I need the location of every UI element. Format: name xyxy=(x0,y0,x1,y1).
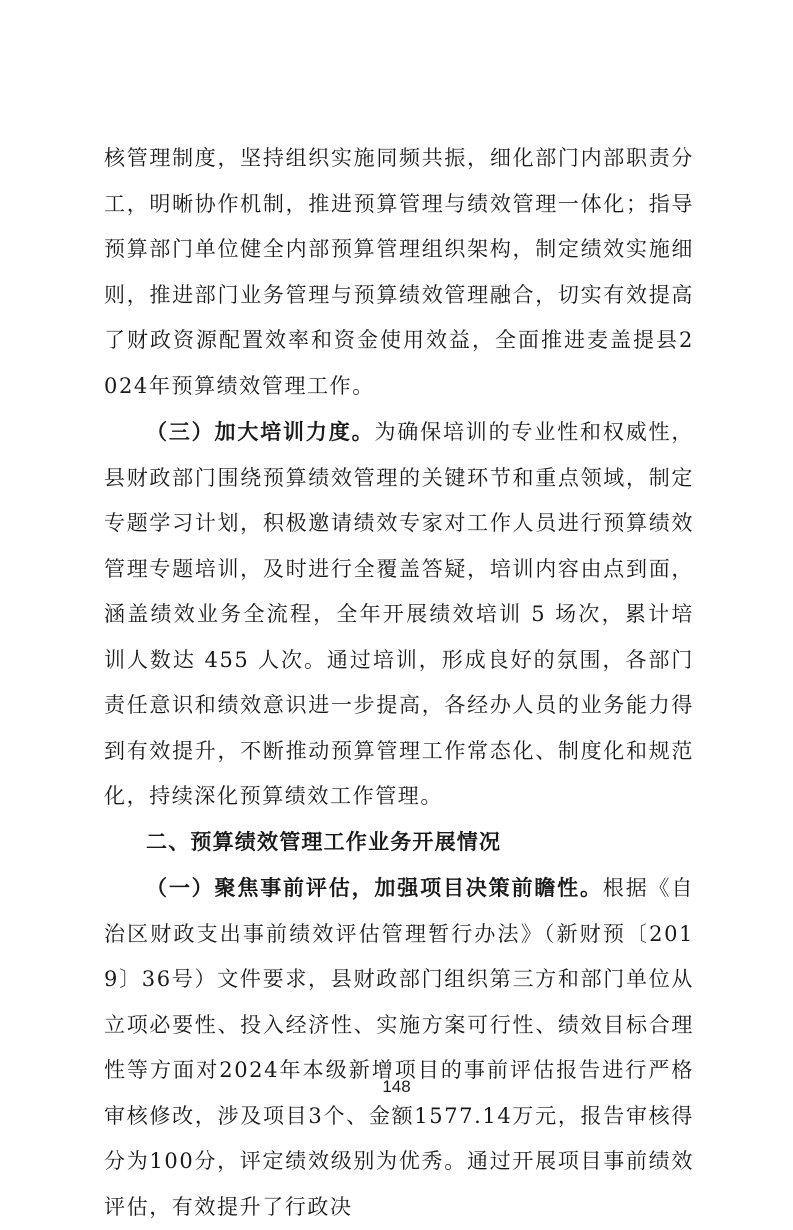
heading-business-overview: 二、预算绩效管理工作业务开展情况 xyxy=(146,829,502,854)
section-title-pre-assessment: （一）聚焦事前评估，加强项目决策前瞻性。 xyxy=(146,875,603,900)
paragraph-pre-assessment xyxy=(104,865,694,1230)
paragraph-continuation: 核管理制度，坚持组织实施同频共振，细化部门内部职责分工，明晰协作机制，推进预算管理与绩效管理一体化；指导预算部门单位健全内部预算管理组织架构，制定绩效实施细则，推进部门业务管理与预算绩效管理融合，切实有效提高了财政资源配置效率和资金使用效益，全面推进麦盖提县2024年预算绩效管理工作。 xyxy=(104,146,694,398)
section-title-training: （三）加大培训力度。 xyxy=(146,419,375,444)
document-body xyxy=(104,136,694,1230)
paragraph-training xyxy=(104,409,694,820)
page-number: 148 xyxy=(382,1077,411,1096)
section-body-training: 为确保培训的专业性和权威性，县财政部门围绕预算绩效管理的关键环节和重点领域，制定专题学习计划，积极邀请绩效专家对工作人员进行预算绩效管理专题培训，及时进行全覆盖答疑，培训内容由点到面，涵盖绩效业务全流程，全年开展绩效培训 5 场次，累计培训人数达 455 人次。通过培训，形成良好的氛围，各部门责任意识和绩效意识进一步提高，各经办人员的业务能力得到有效提升，不断推动预算管理工作常态化、制度化和规范化，持续深化预算绩效工作管理。 xyxy=(104,420,694,808)
section-body-pre-assessment: 根据《自治区财政支出事前绩效评估管理暂行办法》（新财预〔2019〕36号）文件要求，县财政部门组织第三方和部门单位从立项必要性、投入经济性、实施方案可行性、绩效目标合理性等方面对2024年本级新增项目的事前评估报告进行严格审核修改，涉及项目3个、金额1577.14万元，报告审核得分为100分，评定绩效级别为优秀。通过开展项目事前绩效评估，有效提升了行政决 xyxy=(104,876,695,1219)
